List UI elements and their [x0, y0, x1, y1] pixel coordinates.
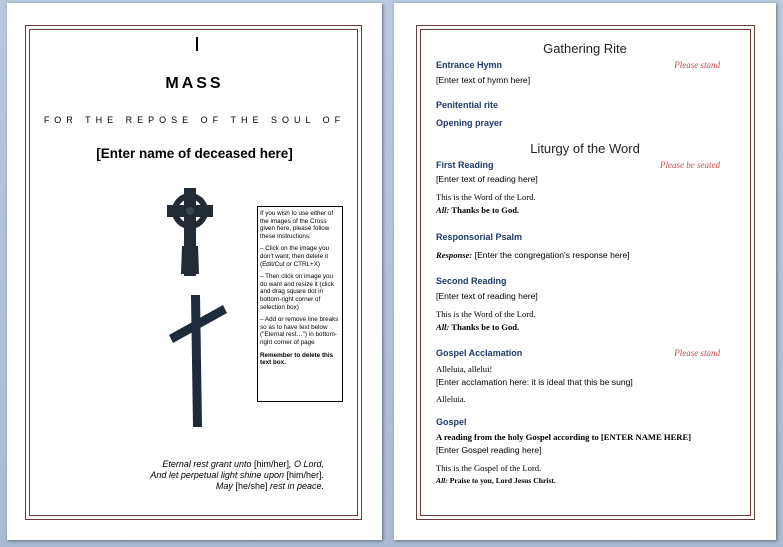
alleluia-line: Alleluia, allelui! — [436, 364, 493, 374]
verse-line-1: Eternal rest grant unto [him/her], O Lord, — [162, 459, 324, 469]
verse-line-3: May [he/she] rest in peace. — [215, 481, 324, 491]
response-thanks-1: All: Thanks be to God. — [436, 205, 520, 215]
gospel-of-lord: This is the Gospel of the Lord. — [436, 463, 542, 473]
verse-line-2: And let perpetual light shine upon [him/her]. — [150, 470, 324, 480]
penitential-rite-heading: Penitential rite — [436, 100, 499, 110]
instruction-reminder: Remember to delete this text box. — [260, 351, 334, 367]
gathering-rite-title: Gathering Rite — [543, 41, 627, 56]
celtic-cross-icon[interactable] — [165, 186, 215, 278]
entrance-hymn-heading: Entrance Hymn — [436, 60, 503, 70]
opening-prayer-heading: Opening prayer — [436, 118, 503, 128]
first-reading-heading: First Reading — [436, 160, 494, 170]
gospel-intro: A reading from the holy Gospel according to [ENTER NAME HERE] — [436, 432, 692, 442]
left-page — [7, 3, 382, 540]
liturgy-of-word-title: Liturgy of the Word — [530, 141, 640, 156]
instruction-text-box[interactable] — [257, 206, 343, 402]
response-thanks-2: All: Thanks be to God. — [436, 322, 520, 332]
second-reading-heading: Second Reading — [436, 276, 507, 286]
response-praise: All: Praise to you, Lord Jesus Christ. — [436, 476, 556, 485]
instruction-intro: If you wish to use either of the images of the Cross given here, please follow these instructions: — [260, 210, 334, 240]
hymn-placeholder[interactable]: [Enter text of hymn here] — [436, 75, 531, 85]
please-be-seated-note: Please be seated — [660, 160, 720, 170]
deceased-name-placeholder[interactable]: [Enter name of deceased here] — [96, 146, 293, 161]
plain-cross-icon[interactable] — [167, 291, 229, 431]
right-page — [394, 3, 776, 540]
repose-subtitle: FOR THE REPOSE OF THE SOUL OF — [43, 115, 346, 125]
please-stand-note: Please stand — [674, 60, 720, 70]
instruction-step-resize: – Then click on image you do want and resize it (click and drag square dot in bottom-right corner of selection box) — [260, 273, 334, 311]
psalm-response-line[interactable]: Response: [Enter the congregation's response here] — [436, 250, 630, 260]
reading1-placeholder[interactable]: [Enter text of reading here] — [436, 174, 538, 184]
alleluia-end: Alleluia. — [436, 394, 466, 404]
instruction-step-linebreaks: – Add or remove line breaks so as to have text below ("Eternal rest…") in bottom-right corner of page — [260, 316, 339, 346]
gospel-heading: Gospel — [436, 417, 467, 427]
gospel-placeholder[interactable]: [Enter Gospel reading here] — [436, 445, 542, 455]
instruction-step-delete: – Click on the image you don't want; then delete it (Edit/Cut or CTRL+X) — [260, 245, 329, 268]
word-of-lord-2: This is the Word of the Lord. — [436, 309, 536, 319]
please-stand-note-2: Please stand — [674, 348, 720, 358]
responsorial-psalm-heading: Responsorial Psalm — [436, 232, 523, 242]
gospel-acclamation-heading: Gospel Acclamation — [436, 348, 523, 358]
word-of-lord-1: This is the Word of the Lord. — [436, 192, 536, 202]
mass-title: MASS — [165, 75, 224, 92]
text-cursor — [196, 37, 198, 51]
acclamation-placeholder[interactable]: [Enter acclamation here: it is ideal that this be sung] — [436, 377, 633, 387]
reading2-placeholder[interactable]: [Enter text of reading here] — [436, 291, 538, 301]
